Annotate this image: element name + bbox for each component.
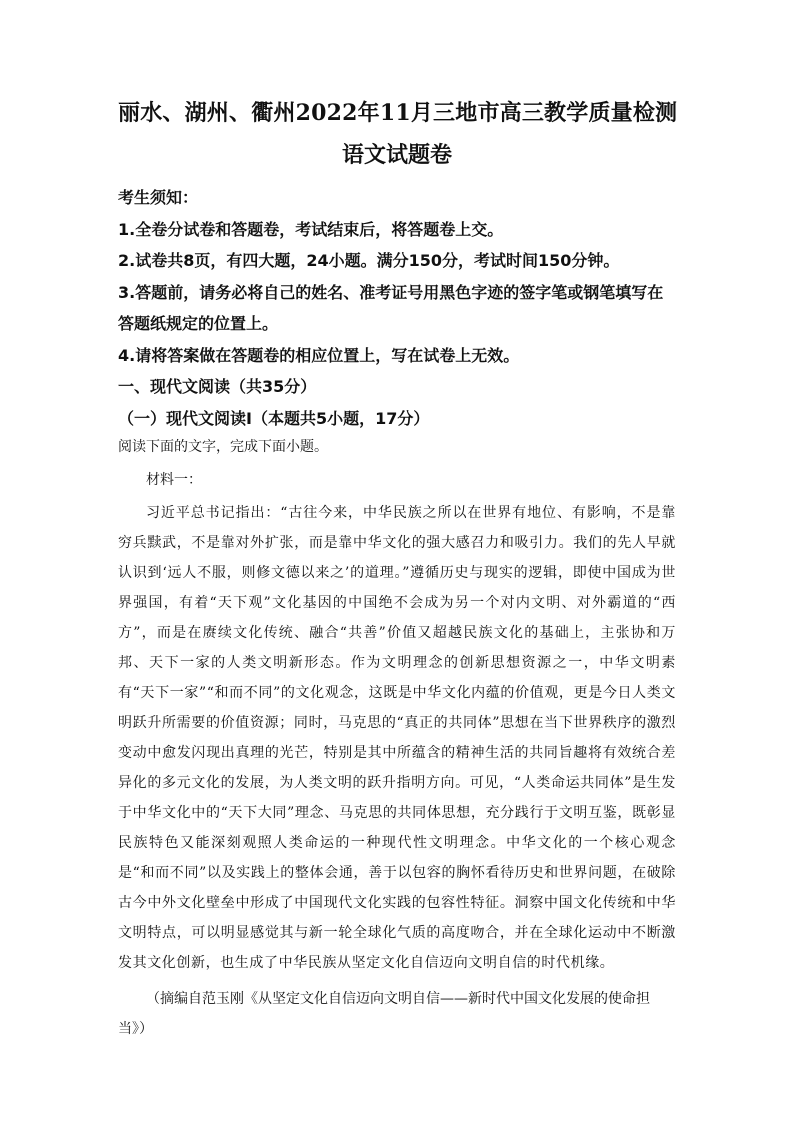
- section-title: 一、现代文阅读（共35分）: [118, 377, 317, 396]
- notice-item-4: 4.请将答案做在答题卷的相应位置上，写在试卷上无效。: [118, 345, 520, 365]
- notice-item-3: 3.答题前，请务必将自己的姓名、准考证号用黑色字迹的签字笔或钢笔填写在答题纸规定的位置上。: [118, 282, 664, 333]
- material-passage: 习近平总书记指出：“古往今来，中华民族之所以在世界有地位、有影响，不是靠穷兵黩武，不是靠对外扩张，而是靠中华文化的强大感召力和吸引力。我们的先人早就认识到‘远人不服，则修文德以来之’的道理。”遵循历史与现实的逻辑，即使中国成为世界强国，有着“天下观”文化基因的中国绝不会成为另一个对内文明、对外霸道的“西方”，而是在赓续文化传统、融合“共善”价值又超越民族文化的基础上，主张协和万邦、天下一家的人类文明新形态。作为文明理念的创新思想资源之一，中华文明素有“天下一家”“和而不同”的文化观念，这既是中华文化内蕴的价值观，更是今日人类文明跃升所需要的价值资源；同时，马克思的“真正的共同体”思想在当下世界秩序的激烈变动中愈发闪现出真理的光芒，特别是其中所蕴含的精神生活的共同旨趣将有效统合差异化的多元文化的发展，为人类文明的跃升指明方向。可见，“人类命运共同体”是生发于中华文化中的“天下大同”理念、马克思的共同体思想，充分践行于文明互鉴，既彰显民族特色又能深刻观照人类命运的一种现代性文明理念。中华文化的一个核心观念是“和而不同”以及实践上的整体会通，善于以包容的胸怀看待历史和世界问题，在破除古今中外文化壁垒中形成了中国现代文化实践的包容性特征。洞察中国文化传统和中华文明特点，可以明显感觉其与新一轮全球化气质的高度吻合，并在全球化运动中不断激发其文化创新，也生成了中华民族从坚定文化自信迈向文明自信的时代机缘。: [118, 505, 676, 971]
- reading-instruction: 阅读下面的文字，完成下面小题。: [118, 439, 328, 455]
- passage-source: （摘编自范玉刚《从坚定文化自信迈向文明自信——新时代中国文化发展的使命担当》）: [118, 991, 650, 1037]
- subsection-title: （一）现代文阅读Ⅰ（本题共5小题，17分）: [118, 408, 430, 428]
- exam-title: 丽水、湖州、衢州2022年11月三地市高三教学质量检测: [118, 100, 678, 126]
- exam-subtitle: 语文试题卷: [341, 142, 452, 168]
- notice-heading: 考生须知：: [118, 188, 199, 207]
- notice-item-1: 1.全卷分试卷和答题卷，考试结束后，将答题卷上交。: [118, 219, 504, 239]
- material-label: 材料一：: [146, 472, 202, 488]
- notice-item-2: 2.试卷共8页，有四大题，24小题。满分150分，考试时间150分钟。: [118, 251, 620, 270]
- candidate-notice: [118, 182, 676, 371]
